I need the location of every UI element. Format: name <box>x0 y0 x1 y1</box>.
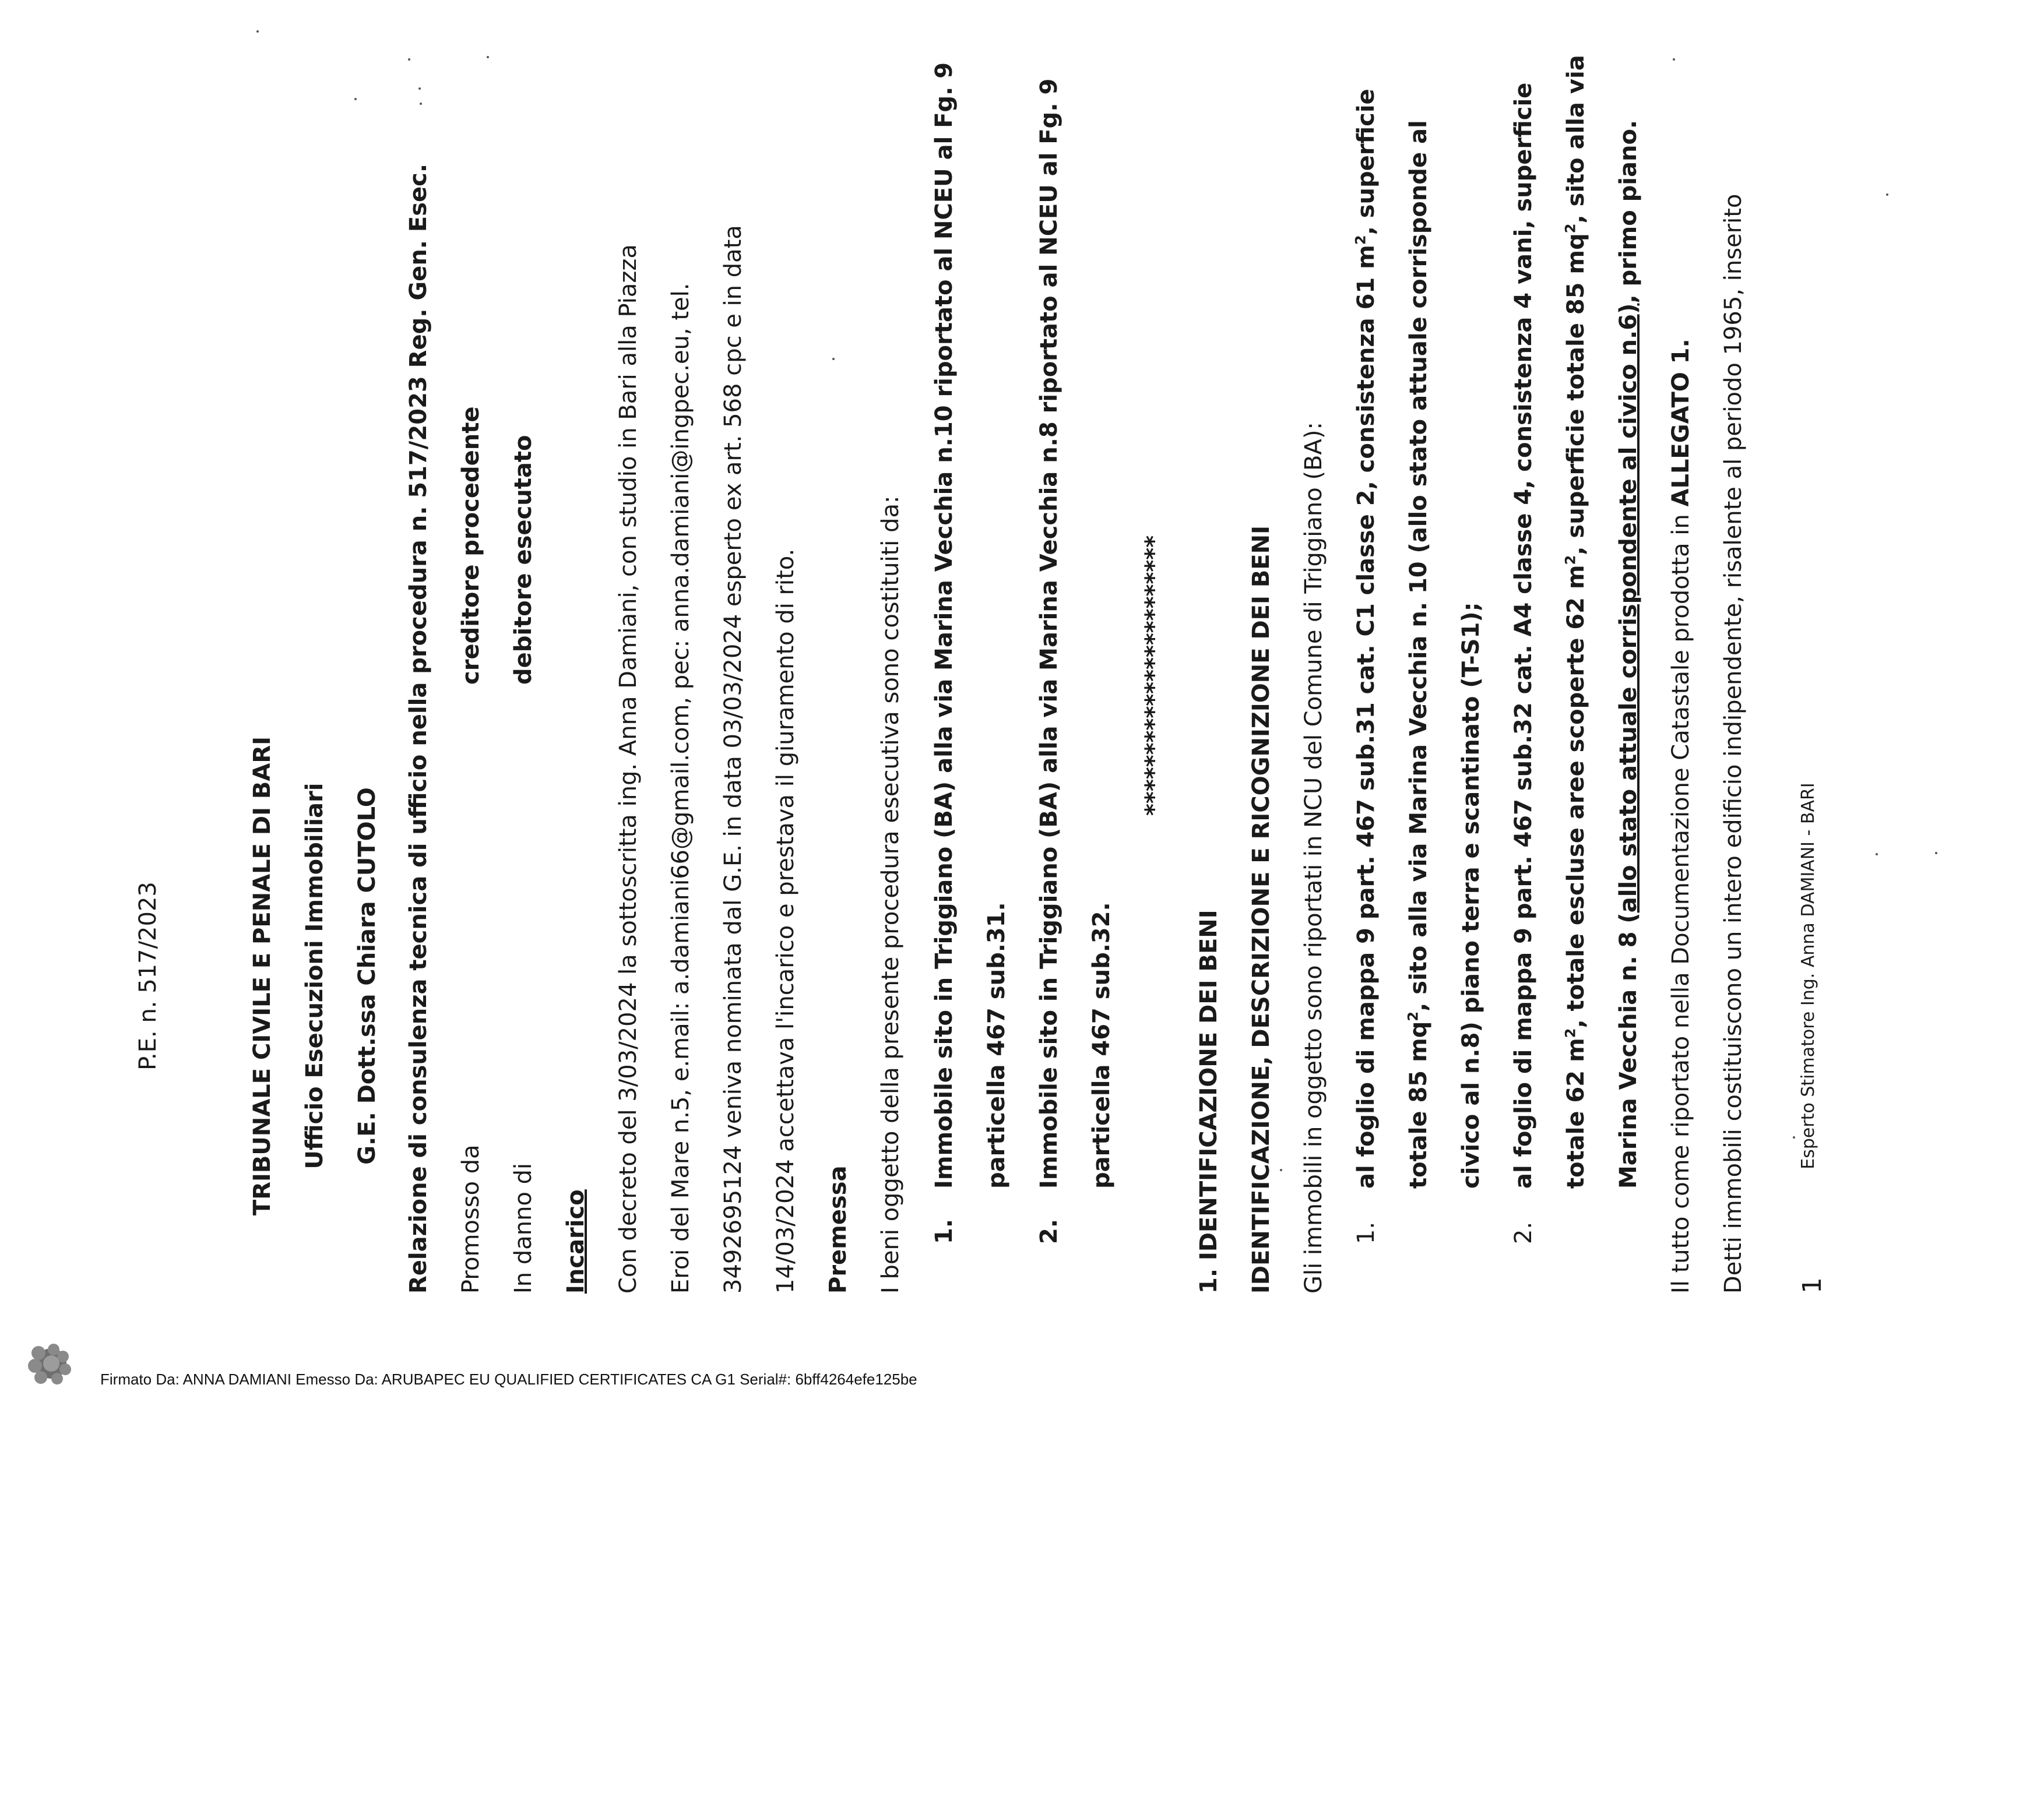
identification-item-line: civico al n.8) piano terra e scantinato (T-S1); <box>1458 602 1484 1189</box>
identification-item-line <box>1564 55 1588 1189</box>
danno-label: In danno di <box>510 1162 537 1294</box>
incarico-heading: Incarico <box>562 1189 589 1294</box>
incarico-line: Con decreto del 3/03/2024 la sottoscritta ing. Anna Damiani, con studio in Bari alla Piazza <box>615 244 642 1294</box>
scan-speck <box>408 58 410 61</box>
scan-speck <box>1673 58 1675 61</box>
scan-speck <box>256 30 259 33</box>
signature-seal-icon <box>21 1340 79 1387</box>
identification-text: , primo piano. <box>1615 119 1642 304</box>
superscript: 2 <box>1562 555 1579 565</box>
closing-line <box>1669 339 1693 1294</box>
section-intro: Gli immobili in oggetto sono riportati in NCU del Comune di Triggiano (BA): <box>1300 422 1327 1294</box>
scan-speck <box>420 103 422 105</box>
report-title: Relazione di consulenza tecnica di ufficio nella procedura n. 517/2023 Reg. Gen. Esec. <box>405 163 432 1294</box>
identification-item-line <box>1407 120 1430 1189</box>
procedure-number: P.E. n. 517/2023 <box>135 882 161 1070</box>
premessa-item-line: particella 467 sub.32. <box>1088 902 1115 1189</box>
identification-text: , totale escluse aree scoperte 62 m <box>1563 565 1589 1028</box>
allegato-reference: ALLEGATO 1. <box>1667 339 1694 507</box>
premessa-item-number: 1. <box>931 1218 958 1244</box>
page-number: 1 <box>1797 1277 1827 1294</box>
identification-text: , sito alla via <box>1563 55 1589 224</box>
identification-text: Marina Vecchia n. 8 ( <box>1615 912 1642 1189</box>
separator-stars: *********************** <box>1141 535 1167 816</box>
identification-text: , superficie <box>1353 89 1380 235</box>
underlined-text: allo stato attuale corrispondente al civico n.6) <box>1615 303 1642 913</box>
incarico-line: 3492695124 veniva nominata dal G.E. in data 03/03/2024 esperto ex art. 568 cpc e in data <box>720 225 747 1294</box>
digital-signature-text: Firmato Da: ANNA DAMIANI Emesso Da: ARUBAPEC EU QUALIFIED CERTIFICATES CA G1 Serial#: 6bff4264efe125be <box>100 1370 917 1388</box>
superscript: 2 <box>1562 1028 1579 1038</box>
premessa-heading: Premessa <box>825 1165 852 1294</box>
identification-item-line: al foglio di mappa 9 part. 467 sub.32 cat. A4 classe 4, consistenza 4 vani, superficie <box>1510 82 1537 1189</box>
section-subheading: IDENTIFICAZIONE, DESCRIZIONE E RICOGNIZIONE DEI BENI <box>1248 526 1275 1294</box>
incarico-line: Eroi del Mare n.5, e.mail: a.damiani66@gmail.com, pec: anna.damiani@ingpec.eu, tel. <box>667 283 694 1294</box>
footer-expert: Esperto Stimatore Ing. Anna DAMIANI - BARI <box>1798 783 1818 1169</box>
identification-item-number: 1. <box>1353 1221 1380 1244</box>
identification-item-line <box>1617 120 1640 1189</box>
identification-text: al foglio di mappa 9 part. 467 sub.31 cat. C1 classe 2, consistenza 61 m <box>1353 245 1380 1189</box>
identification-text: , sito alla via Marina Vecchia n. 10 (allo stato attuale corrisponde al <box>1405 120 1432 1012</box>
premessa-item-line: Immobile sito in Triggiano (BA) alla via Marina Vecchia n.10 riportato al NCEU al Fg. 9 <box>931 62 958 1189</box>
identification-item-line <box>1352 89 1380 1189</box>
premessa-intro: I beni oggetto della presente procedura esecutiva sono costituiti da: <box>877 495 904 1294</box>
scan-speck <box>487 56 489 58</box>
superscript: 2 <box>1562 223 1579 234</box>
section-heading: 1. IDENTIFICAZIONE DEI BENI <box>1195 910 1222 1294</box>
judge-name: G.E. Dott.ssa Chiara CUTOLO <box>354 787 381 1165</box>
body-last-line: Detti immobili costituiscono un intero edificio indipendente, risalente al periodo 1965, inserito <box>1720 193 1747 1294</box>
identification-text: , superficie totale 85 mq <box>1563 233 1589 555</box>
identification-text: totale 85 mq <box>1405 1021 1432 1189</box>
scan-speck <box>418 87 421 90</box>
office-name: Ufficio Esecuzioni Immobiliari <box>301 783 328 1169</box>
promosso-value: creditore procedente <box>458 406 484 685</box>
scan-speck <box>354 98 357 100</box>
premessa-item-line: particella 467 sub.31. <box>983 902 1010 1189</box>
superscript: 2 <box>1352 235 1369 245</box>
superscript: 2 <box>1405 1011 1422 1021</box>
identification-text: totale 62 m <box>1563 1038 1589 1189</box>
incarico-line: 14/03/2024 accettava l'incarico e prestava il giuramento di rito. <box>772 548 799 1294</box>
promosso-label: Promosso da <box>458 1144 484 1294</box>
identification-item-number: 2. <box>1510 1221 1537 1244</box>
danno-value: debitore esecutato <box>510 435 537 685</box>
premessa-item-number: 2. <box>1036 1218 1063 1244</box>
court-name: TRIBUNALE CIVILE E PENALE DI BARI <box>249 736 276 1216</box>
document-page <box>125 55 2044 1818</box>
closing-text: Il tutto come riportato nella Documentazione Catastale prodotta in <box>1667 506 1694 1294</box>
premessa-item-line: Immobile sito in Triggiano (BA) alla via Marina Vecchia n.8 riportato al NCEU al Fg. 9 <box>1036 78 1063 1189</box>
